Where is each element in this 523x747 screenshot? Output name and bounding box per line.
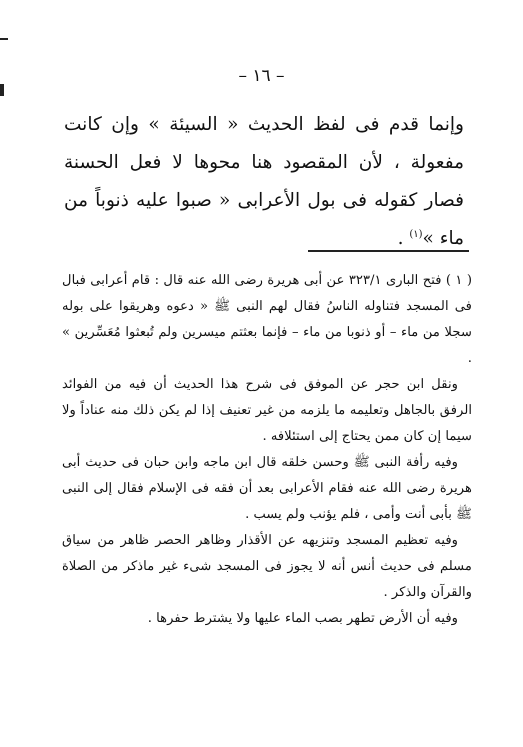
- main-paragraph-end: .: [397, 228, 410, 249]
- main-paragraph: [64, 106, 464, 258]
- footnote-separator: [308, 250, 469, 252]
- page-number: – ١٦ –: [238, 66, 285, 86]
- footnote-paragraph: وفيه تعظيم المسجد وتنزيهه عن الأقذار وظاهر الحصر ظاهر من سياق مسلم فى حديث أنس أنه لا يجوز فى المسجد شىء غير ماذكر من الصلاة والقرآن والذكر .: [62, 533, 472, 600]
- footnote-paragraph: وفيه أن الأرض تطهر بصب الماء عليها ولا يشترط حفرها .: [147, 611, 458, 626]
- footnote-paragraph: وفيه رأفة النبى ﷺ وحسن خلقه قال ابن ماجه وابن حبان فى حديث أبى هريرة رضى الله عنه فقام الأعرابى بعد أن فقه فى الإسلام فقال إلى النبى ﷺ بأبى أنت وأمى ، فلم يؤنب ولم يسب .: [62, 455, 472, 522]
- footnotes: [62, 268, 472, 632]
- footnote-paragraph: ونقل ابن حجر عن الموفق فى شرح هذا الحديث أن فيه من الفوائد الرفق بالجاهل وتعليمه ما يلزمه من غير تعنيف إذا لم يكن ذلك منه عناداً ولا سيما إن كان ممن يحتاج إلى استئلافه .: [62, 377, 472, 444]
- scan-edge-mark: [0, 38, 8, 40]
- main-text: [64, 106, 464, 258]
- main-paragraph-text: وإنما قدم فى لفظ الحديث « السيئة » وإن كانت مفعولة ، لأن المقصود هنا محوها لا فعل الحسنة فصار كقوله فى بول الأعرابى « صبوا عليه ذنوباً من ماء »: [64, 114, 464, 249]
- footnote-paragraph: ( ١ ) فتح البارى ٣٢٣/١ عن أبى هريرة رضى الله عنه قال : قام أعرابى فبال فى المسجد فتناوله الناسُ فقال لهم النبى ﷺ « دعوه وهريقوا على بوله سجلا من ماء – أو ذنوبا من ماء – فإنما بعثتم ميسرين ولم تُبعثوا مُعَسِّرين » .: [62, 273, 472, 366]
- footnote-reference: (١): [409, 228, 423, 240]
